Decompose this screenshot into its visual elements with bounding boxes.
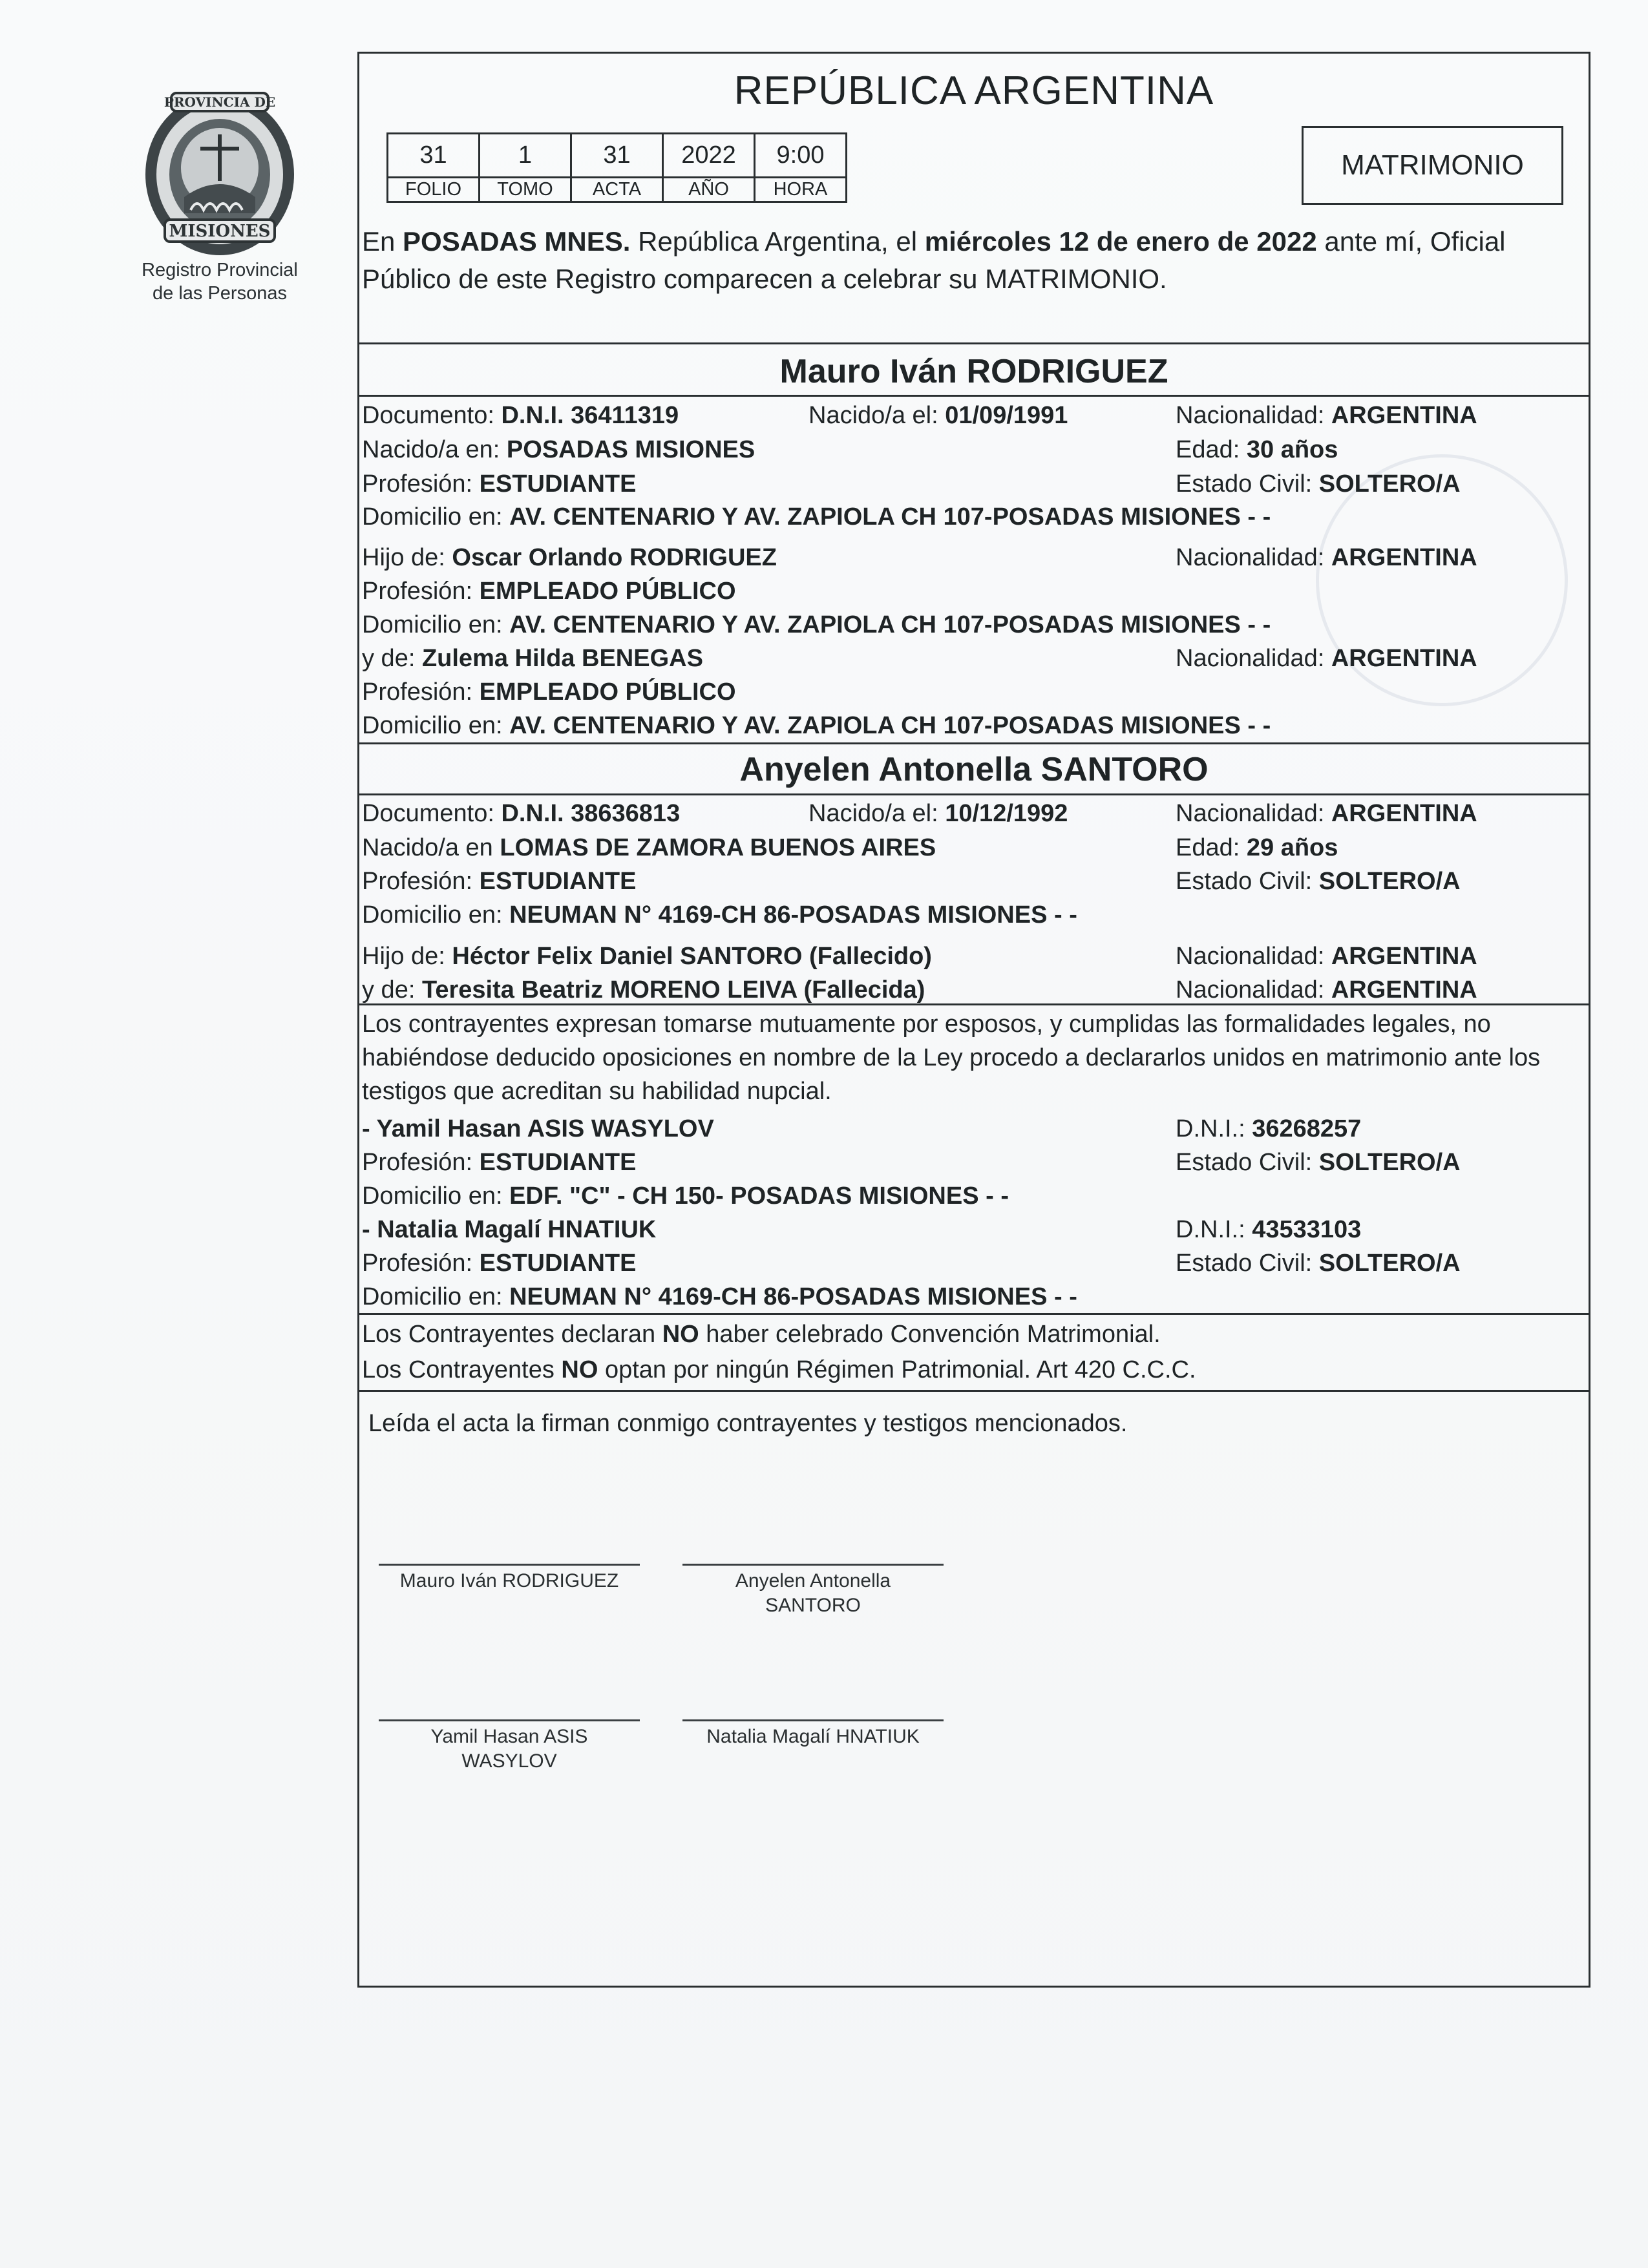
- value: AV. CENTENARIO Y AV. ZAPIOLA CH 107-POSADAS MISIONES - -: [509, 503, 1271, 530]
- convention-statement: [362, 1319, 1161, 1350]
- intro-paragraph: [362, 223, 1589, 298]
- signature-witness1: [379, 1725, 640, 1774]
- register-table: [386, 132, 847, 203]
- label: Domicilio en:: [362, 901, 510, 929]
- witness2-profession: [362, 1248, 636, 1279]
- divider: [359, 793, 1589, 795]
- spouse1-mother-nationality: [1176, 643, 1477, 674]
- label: Profesión:: [362, 678, 480, 706]
- folio-label: FOLIO: [388, 178, 480, 202]
- label: Profesión:: [362, 868, 480, 895]
- spouse2-mother: [362, 974, 925, 1005]
- label: Nacionalidad:: [1176, 402, 1331, 429]
- divider: [359, 1390, 1589, 1392]
- anio-label: AÑO: [663, 178, 755, 202]
- anio-value: 2022: [663, 134, 755, 178]
- value: NEUMAN N° 4169-CH 86-POSADAS MISIONES - -: [509, 901, 1077, 929]
- signature-line: [682, 1719, 944, 1721]
- spouse2-name: Anyelen Antonella SANTORO: [739, 751, 1209, 788]
- spouse2-father: [362, 941, 932, 972]
- emphasis: NO: [561, 1356, 598, 1383]
- intro-text-1: En: [362, 226, 403, 257]
- spouse1-nationality: [1176, 400, 1477, 431]
- spouse2-mother-nationality: [1176, 974, 1477, 1005]
- document-type-box: MATRIMONIO: [1302, 126, 1563, 205]
- witness1-profession: [362, 1147, 636, 1178]
- value: D.N.I. 38636813: [501, 800, 681, 827]
- label: Nacido/a el:: [808, 800, 945, 827]
- spouse1-address: [362, 501, 1271, 532]
- registry-caption-line1: Registro Provincial: [142, 260, 298, 280]
- value: AV. CENTENARIO Y AV. ZAPIOLA CH 107-POSADAS MISIONES - -: [509, 611, 1271, 638]
- spouse2-document: [362, 798, 680, 829]
- label: y de:: [362, 645, 422, 672]
- value: 01/09/1991: [945, 402, 1068, 429]
- label: Nacionalidad:: [1176, 800, 1331, 827]
- text: Los Contrayentes: [362, 1356, 562, 1383]
- value: EMPLEADO PÚBLICO: [479, 678, 736, 706]
- registry-caption-line2: de las Personas: [153, 283, 287, 304]
- folio-value: 31: [388, 134, 480, 178]
- registry-caption: [110, 258, 330, 305]
- signature-spouse1: [379, 1569, 640, 1593]
- country-title: REPÚBLICA ARGENTINA: [734, 68, 1214, 113]
- spouse2-father-nationality: [1176, 941, 1477, 972]
- value: 36268257: [1252, 1115, 1362, 1142]
- value: EDF. "C" - CH 150- POSADAS MISIONES - -: [509, 1182, 1009, 1210]
- label: Documento:: [362, 800, 502, 827]
- spouse2-address: [362, 899, 1077, 930]
- label: Hijo de:: [362, 544, 452, 571]
- spouse1-birthplace: [362, 434, 755, 465]
- value: ARGENTINA: [1331, 800, 1477, 827]
- label: Estado Civil:: [1176, 868, 1319, 895]
- value: ARGENTINA: [1331, 645, 1477, 672]
- signature-name: Yamil Hasan ASIS: [430, 1726, 588, 1747]
- value: ARGENTINA: [1331, 976, 1477, 1003]
- text: Los Contrayentes declaran: [362, 1321, 662, 1348]
- value: SOLTERO/A: [1318, 1250, 1461, 1277]
- spouse1-father-nationality: [1176, 542, 1477, 573]
- value: ARGENTINA: [1331, 544, 1477, 571]
- label: Nacido/a el:: [808, 402, 945, 429]
- spouse1-father-address: [362, 609, 1271, 640]
- witness2-name: [362, 1214, 656, 1245]
- text: haber celebrado Convención Matrimonial.: [699, 1321, 1161, 1348]
- spouse1-name: Mauro Iván RODRIGUEZ: [779, 353, 1168, 390]
- divider: [359, 1313, 1589, 1315]
- value: - Natalia Magalí HNATIUK: [362, 1216, 657, 1243]
- intro-date: miércoles 12 de enero de 2022: [924, 226, 1317, 257]
- spouse1-mother-address: [362, 710, 1271, 741]
- value: SOLTERO/A: [1318, 470, 1461, 498]
- closing-statement: Leída el acta la firman conmigo contrayentes y testigos mencionados.: [368, 1410, 1128, 1437]
- value: 10/12/1992: [945, 800, 1068, 827]
- spouse1-birthdate: [808, 400, 1068, 431]
- spouse1-father: [362, 542, 777, 573]
- label: Nacido/a en:: [362, 436, 507, 463]
- value: ESTUDIANTE: [479, 470, 637, 498]
- regime-statement: [362, 1354, 1196, 1385]
- divider: [359, 395, 1589, 397]
- spouse1-father-profession: [362, 576, 736, 607]
- intro-text-2: República Argentina, el: [630, 226, 925, 257]
- label: D.N.I.:: [1176, 1216, 1252, 1243]
- value: ESTUDIANTE: [479, 1250, 637, 1277]
- signature-witness2: [682, 1725, 944, 1749]
- spouse2-age: [1176, 832, 1338, 863]
- spouse2-civil-status: [1176, 866, 1461, 897]
- spouse2-profession: [362, 866, 636, 897]
- label: Profesión:: [362, 470, 480, 498]
- value: SOLTERO/A: [1318, 1149, 1461, 1176]
- signature-name: Natalia Magalí HNATIUK: [706, 1726, 920, 1747]
- divider: [359, 742, 1589, 744]
- signature-spouse2: [682, 1569, 944, 1618]
- label: Edad:: [1176, 834, 1247, 861]
- value: AV. CENTENARIO Y AV. ZAPIOLA CH 107-POSADAS MISIONES - -: [509, 712, 1271, 739]
- label: Estado Civil:: [1176, 1149, 1319, 1176]
- value: Oscar Orlando RODRIGUEZ: [452, 544, 777, 571]
- spouse1-age: [1176, 434, 1338, 465]
- label: D.N.I.:: [1176, 1115, 1252, 1142]
- witness1-civil-status: [1176, 1147, 1461, 1178]
- label: Documento:: [362, 402, 502, 429]
- value: 43533103: [1252, 1216, 1362, 1243]
- label: Estado Civil:: [1176, 470, 1319, 498]
- value: LOMAS DE ZAMORA BUENOS AIRES: [500, 834, 936, 861]
- signature-line: [379, 1564, 640, 1566]
- value: - Yamil Hasan ASIS WASYLOV: [362, 1115, 714, 1142]
- spouse1-mother: [362, 643, 703, 674]
- value: EMPLEADO PÚBLICO: [479, 578, 736, 605]
- label: Estado Civil:: [1176, 1250, 1319, 1277]
- label: Domicilio en:: [362, 611, 510, 638]
- witness1-dni: [1176, 1113, 1361, 1144]
- label: Nacionalidad:: [1176, 943, 1331, 970]
- label: Edad:: [1176, 436, 1247, 463]
- value: 29 años: [1246, 834, 1338, 861]
- value: ARGENTINA: [1331, 402, 1477, 429]
- acta-label: ACTA: [571, 178, 663, 202]
- value: SOLTERO/A: [1318, 868, 1461, 895]
- acta-value: 31: [571, 134, 663, 178]
- label: Profesión:: [362, 1149, 480, 1176]
- emphasis: NO: [662, 1321, 699, 1348]
- spouse1-document: [362, 400, 679, 431]
- label: Domicilio en:: [362, 712, 510, 739]
- hora-label: HORA: [755, 178, 847, 202]
- record-frame: [357, 52, 1590, 1988]
- witness1-name: [362, 1113, 714, 1144]
- intro-place: POSADAS MNES.: [403, 226, 631, 257]
- signature-name-2: SANTORO: [765, 1595, 861, 1616]
- spouse1-profession: [362, 468, 636, 499]
- value: NEUMAN N° 4169-CH 86-POSADAS MISIONES - -: [509, 1283, 1077, 1310]
- witness1-address: [362, 1181, 1009, 1212]
- witness2-dni: [1176, 1214, 1361, 1245]
- divider: [359, 342, 1589, 344]
- signature-name-2: WASYLOV: [461, 1750, 557, 1772]
- spouse1-civil-status: [1176, 468, 1461, 499]
- provincial-seal-icon: [139, 84, 301, 258]
- tomo-value: 1: [480, 134, 571, 178]
- signature-name: Anyelen Antonella: [735, 1570, 891, 1591]
- text: optan por ningún Régimen Patrimonial. Art 420 C.C.C.: [598, 1356, 1196, 1383]
- value: ESTUDIANTE: [479, 868, 637, 895]
- label: Nacido/a en: [362, 834, 500, 861]
- label: Profesión:: [362, 578, 480, 605]
- spouse2-birthdate: [808, 798, 1068, 829]
- divider: [359, 1003, 1589, 1005]
- value: Héctor Felix Daniel SANTORO (Fallecido): [452, 943, 932, 970]
- signature-name: Mauro Iván RODRIGUEZ: [399, 1570, 619, 1591]
- label: Nacionalidad:: [1176, 976, 1331, 1003]
- value: POSADAS MISIONES: [506, 436, 755, 463]
- signature-line: [379, 1719, 640, 1721]
- declaration-paragraph: Los contrayentes expresan tomarse mutuamente por esposos, y cumplidas las formalidades legales, no habiéndose deducido oposiciones en nombre de la Ley procedo a declararlos unidos en matrimonio ante los testigos que acreditan su habilidad nupcial.: [362, 1011, 1541, 1105]
- label: Nacionalidad:: [1176, 645, 1331, 672]
- value: 30 años: [1246, 436, 1338, 463]
- label: y de:: [362, 976, 422, 1003]
- value: ESTUDIANTE: [479, 1149, 637, 1176]
- seal-ring-top-text: PROVINCIA DE: [164, 94, 276, 110]
- value: ARGENTINA: [1331, 943, 1477, 970]
- spouse2-nationality: [1176, 798, 1477, 829]
- value: Zulema Hilda BENEGAS: [421, 645, 703, 672]
- signature-line: [682, 1564, 944, 1566]
- label: Profesión:: [362, 1250, 480, 1277]
- label: Hijo de:: [362, 943, 452, 970]
- witness2-address: [362, 1281, 1077, 1312]
- label: Domicilio en:: [362, 1182, 510, 1210]
- label: Domicilio en:: [362, 1283, 510, 1310]
- witness2-civil-status: [1176, 1248, 1461, 1279]
- value: Teresita Beatriz MORENO LEIVA (Fallecida): [421, 976, 925, 1003]
- spouse1-mother-profession: [362, 677, 736, 708]
- value: D.N.I. 36411319: [501, 402, 679, 429]
- seal-ring-bottom-text: MISIONES: [169, 222, 271, 241]
- intro-text-3: ante mí, Oficial Público de este Registro comparecen a celebrar su MATRIMONIO.: [362, 226, 1506, 294]
- hora-value: 9:00: [755, 134, 847, 178]
- spouse2-birthplace: [362, 832, 936, 863]
- tomo-label: TOMO: [480, 178, 571, 202]
- label: Nacionalidad:: [1176, 544, 1331, 571]
- label: Domicilio en:: [362, 503, 510, 530]
